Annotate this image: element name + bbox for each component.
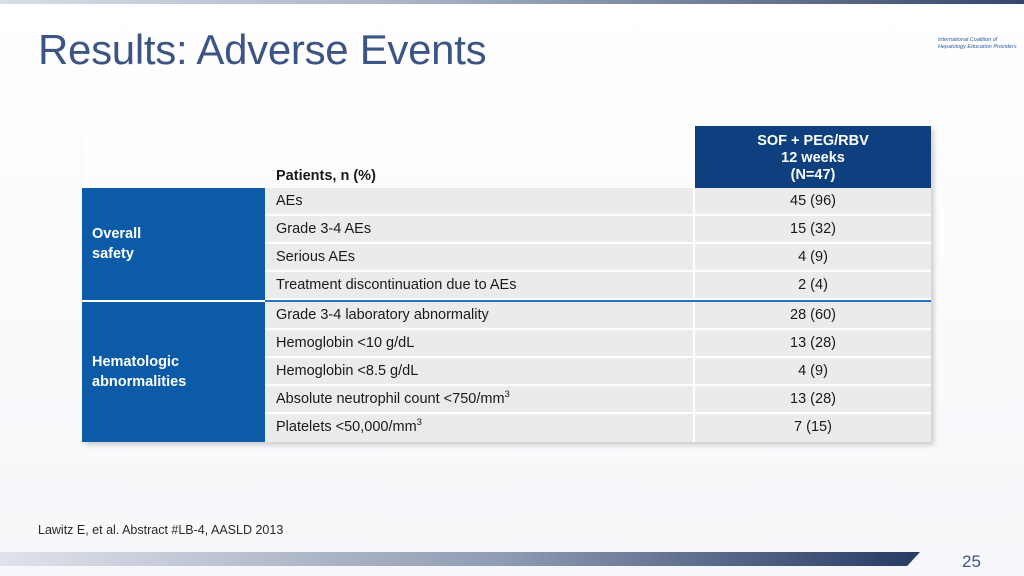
adverse-events-table bbox=[82, 126, 931, 442]
table-row bbox=[265, 272, 931, 300]
organization-logo: International Coalition of Hepatology Education Providers bbox=[938, 37, 1017, 50]
table-row bbox=[265, 358, 931, 386]
row-label: Serious AEs bbox=[265, 244, 695, 270]
row-value: 45 (96) bbox=[695, 188, 931, 214]
top-accent-bar bbox=[0, 0, 1024, 4]
table-row bbox=[265, 386, 931, 414]
row-value: 4 (9) bbox=[695, 358, 931, 384]
row-value: 13 (28) bbox=[695, 386, 931, 412]
row-label: Hemoglobin <8.5 g/dL bbox=[265, 358, 695, 384]
page-title: Results: Adverse Events bbox=[38, 26, 487, 73]
group-hematologic-abnormalities bbox=[82, 302, 265, 442]
row-value: 28 (60) bbox=[695, 302, 931, 328]
row-label: AEs bbox=[265, 188, 695, 214]
group-label: Overall safety bbox=[92, 226, 142, 262]
citation-footnote: Lawitz E, et al. Abstract #LB-4, AASLD 2013 bbox=[38, 523, 284, 537]
table-row bbox=[265, 330, 931, 358]
row-label: Treatment discontinuation due to AEs bbox=[265, 272, 695, 298]
column-header-line3: (N=47) bbox=[790, 167, 836, 183]
column-header-line2: 12 weeks bbox=[781, 150, 845, 166]
table-header-label: Patients, n (%) bbox=[276, 168, 376, 184]
row-value: 7 (15) bbox=[695, 414, 931, 442]
superscript: 3 bbox=[504, 389, 510, 401]
superscript: 3 bbox=[416, 417, 422, 429]
table-row bbox=[265, 188, 931, 216]
table-row bbox=[265, 414, 931, 442]
row-label: Absolute neutrophil count $<750/mm^3$ bbox=[265, 386, 695, 412]
group-label: Hematologic abnormalities bbox=[92, 354, 187, 390]
table-row bbox=[265, 302, 931, 330]
row-value: 13 (28) bbox=[695, 330, 931, 356]
treatment-column-header bbox=[695, 126, 931, 188]
row-value: 2 (4) bbox=[695, 272, 931, 298]
row-label: Grade 3-4 AEs bbox=[265, 216, 695, 242]
bottom-accent-bar bbox=[0, 552, 920, 566]
row-label: Grade 3-4 laboratory abnormality bbox=[265, 302, 695, 328]
page-number: 25 bbox=[962, 552, 981, 571]
table-row bbox=[265, 244, 931, 272]
column-header-line1: SOF + PEG/RBV bbox=[757, 133, 869, 149]
table-row bbox=[265, 216, 931, 244]
row-value: 15 (32) bbox=[695, 216, 931, 242]
group-overall-safety bbox=[82, 188, 265, 300]
row-value: 4 (9) bbox=[695, 244, 931, 270]
row-label: Hemoglobin <10 g/dL bbox=[265, 330, 695, 356]
row-label: Platelets $<50,000/mm^3$ bbox=[265, 414, 695, 442]
